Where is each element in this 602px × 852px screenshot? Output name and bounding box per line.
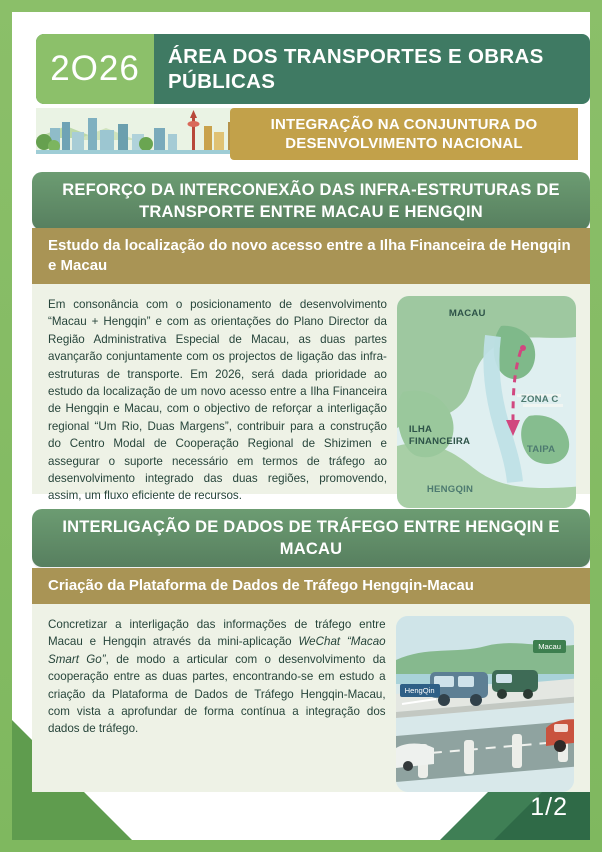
national-integration-banner-label: INTEGRAÇÃO NA CONJUNTURA DO DESENVOLVIMENTO NACIONAL — [270, 116, 538, 152]
poster-header — [36, 34, 590, 104]
map-label-zona-c: ZONA C — [520, 394, 559, 405]
map-label-ilha-financeira: ILHA FINANCEIRA — [408, 424, 471, 447]
national-integration-banner — [230, 108, 578, 160]
map-label-macau: MACAU — [448, 308, 486, 319]
map-label-hengqin: HENGQIN — [426, 484, 474, 495]
page-title: ÁREA DOS TRANSPORTES E OBRAS PÚBLICAS — [168, 45, 544, 93]
body-part-2: , de modo a articular com o desenvolvimento da cooperação entre as duas partes, encontrando-se em estudo a criação da Plataforma de Dados de Tráfego Hengqin-Macau, com vista a aprofundar de forma contínua a integração dos dados de tráfego. — [48, 652, 386, 736]
card-new-access-study-body: Em consonância com o posicionamento de desenvolvimento “Macau + Hengqin” e com as orientações do Plano Director da Região Administrativa Especial de Macau, as duas partes avançarão conjuntamente com os projectos de ligação das infra-estruturas de transporte. Em 2026, será dada prioridade ao estudo da localização de um novo acesso entre a Ilha Financeira de Hengqin e Macau, com o objectivo de reforçar a interligação regional “Um Rio, Duas Margens”, contribuir para a construção do Centro Modal de Cooperação Regional de Shizimen e assegurar o suporte necessário em termos de tráfego ao desenvolvimento integrado das duas regiões, promovendo, assim, um fluxo eficiente de recursos. — [48, 298, 387, 503]
card-traffic-data-platform-body — [48, 616, 386, 792]
road-tag-hengqin: HengQin — [400, 684, 440, 697]
section-heading-1-label: REFORÇO DA INTERCONEXÃO DAS INFRA-ESTRUTURAS DE TRANSPORTE ENTRE MACAU E HENGQIN — [62, 181, 560, 221]
card-new-access-study — [32, 228, 590, 503]
body-emphasis-app-name: WeChat “Macao Smart Go” — [48, 635, 386, 666]
year-label: 2O26 — [50, 49, 140, 88]
card-new-access-study-title: Estudo da localização do novo acesso entre a Ilha Financeira de Hengqin e Macau — [32, 228, 590, 284]
highway-traffic-illustration — [396, 616, 574, 792]
section-heading-2-label: INTERLIGAÇÃO DE DADOS DE TRÁFEGO ENTRE HENGQIN E MACAU — [62, 518, 560, 558]
page-number: 1/2 — [530, 793, 568, 821]
map-label-taipa: TAIPA — [526, 444, 556, 455]
section-heading-1 — [32, 172, 590, 230]
page-content — [12, 12, 590, 840]
card-traffic-data-platform — [32, 568, 590, 792]
year-badge — [36, 34, 154, 104]
card-traffic-data-platform-title: Criação da Plataforma de Dados de Tráfego Hengqin-Macau — [32, 568, 590, 604]
map-hengqin-macau-illustration — [397, 296, 576, 508]
section-heading-2 — [32, 509, 590, 567]
road-tag-macau: Macau — [533, 640, 566, 653]
body-part-1: Concretizar a interligação das informações de tráfego entre Macau e Hengqin através da mini-aplicação — [48, 618, 386, 649]
